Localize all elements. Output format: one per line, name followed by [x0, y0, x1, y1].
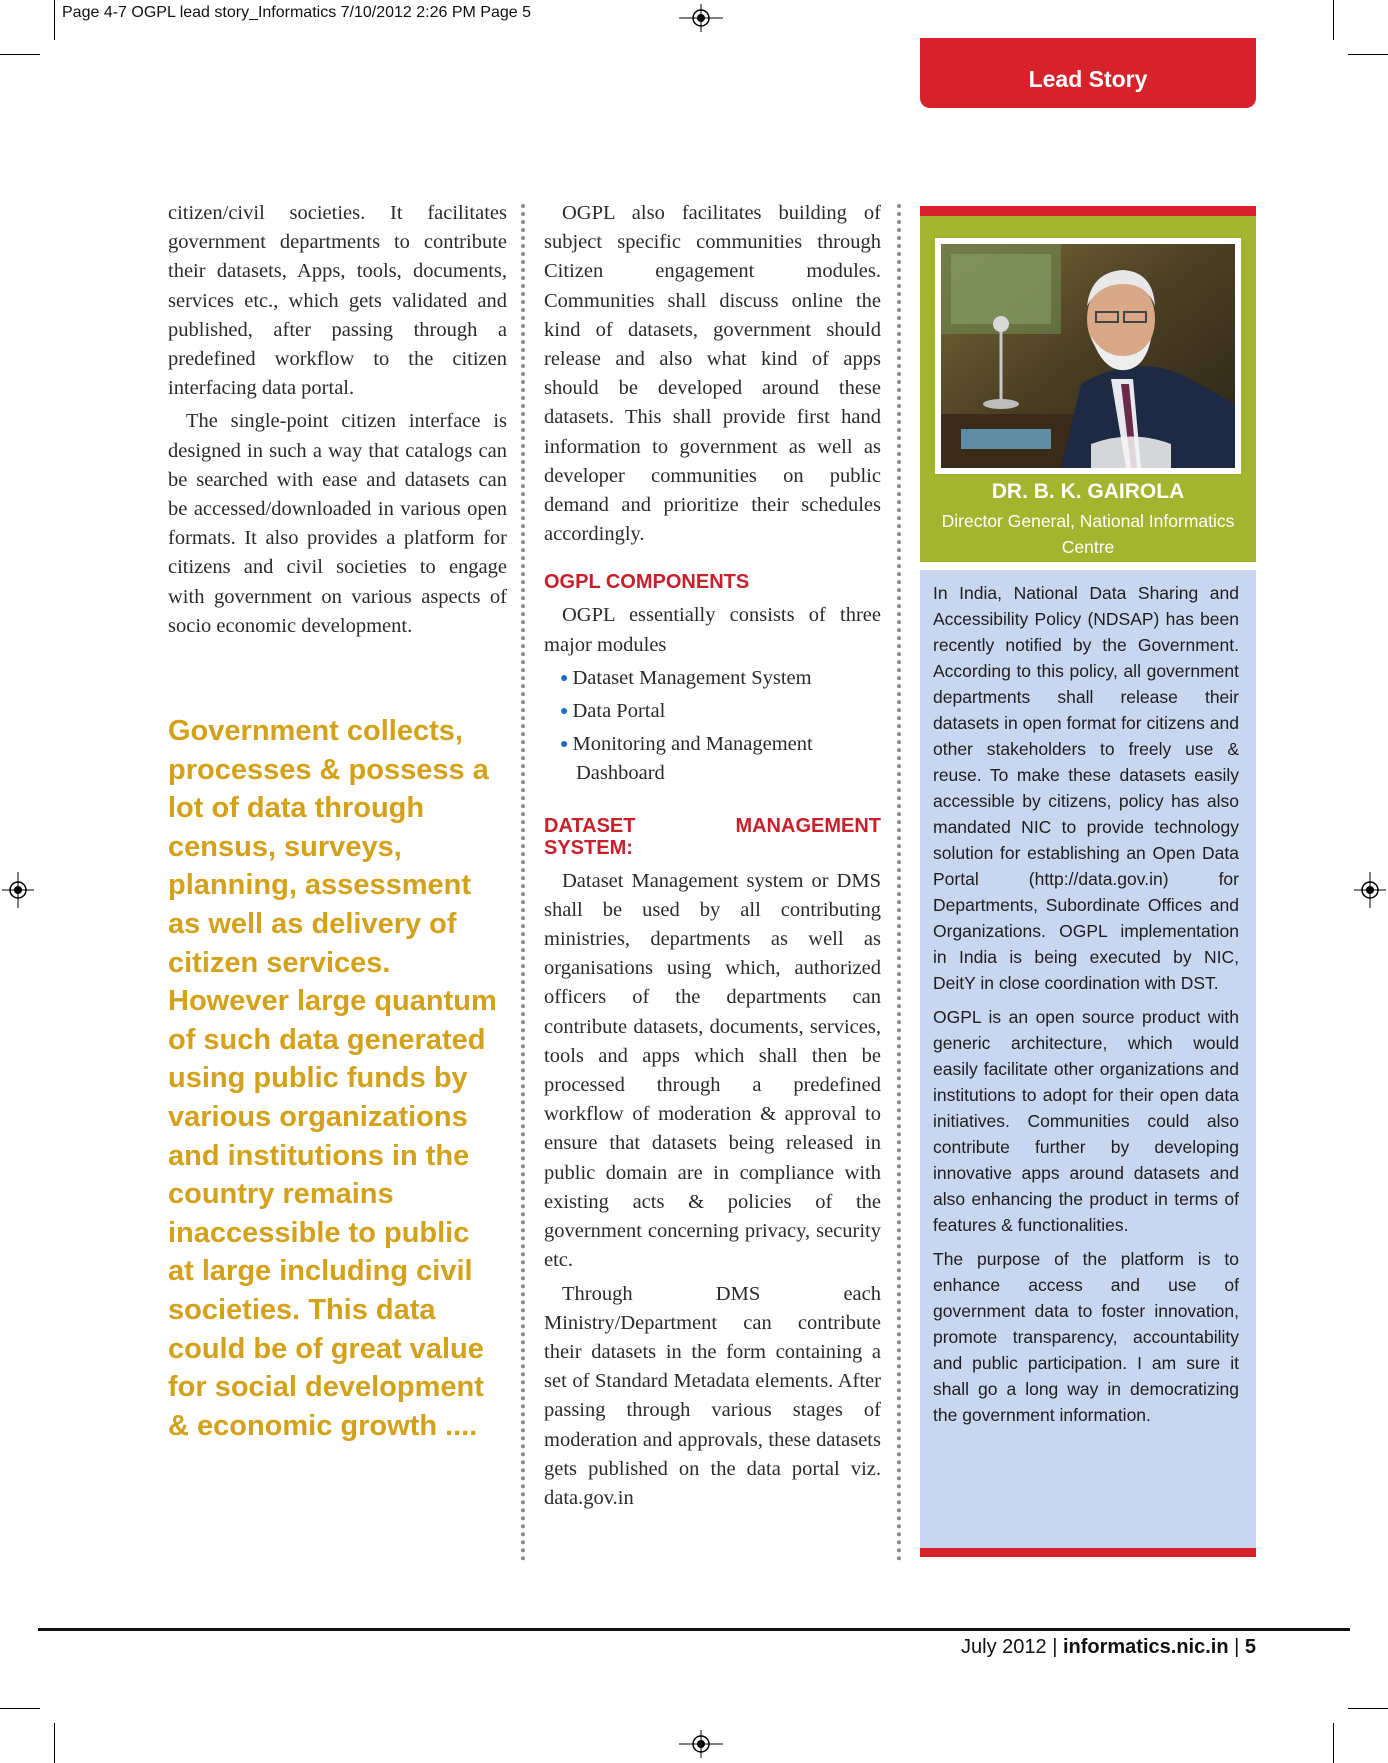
crop-mark [54, 0, 55, 40]
sidebar-paragraph: In India, National Data Sharing and Accessibility Policy (NDSAP) has been recently notified by the Government. According to this policy, all government departments shall release their datasets in open format for citizens and other stakeholders to freely use & reuse. To make these datasets easily accessible by citizens, policy has also mandated NIC to provide technology solution for establishing an Open Data Portal (http://data.gov.in) for Departments, Subordinate Offices and Organizations. OGPL implementation in India is being executed by NIC, DeitY in close coordination with DST. [933, 583, 1239, 993]
body-paragraph: Through DMS each Ministry/Department can contribute their datasets in the form containing a set of Standard Metadata elements. After passing through various stages of moderation and approvals, these datasets gets published on the data portal viz. data.gov.in [544, 1282, 881, 1509]
bullet-icon: ● [560, 704, 569, 720]
crop-mark [0, 1708, 40, 1709]
crop-mark [1348, 1708, 1388, 1709]
person-title: Director General, National Informatics Centre [941, 511, 1235, 557]
footer-site: informatics.nic.in [1062, 1636, 1229, 1658]
portrait-illustration-icon [941, 244, 1235, 468]
sidebar-text [933, 580, 1239, 1436]
page-number: 5 [1244, 1636, 1256, 1658]
pull-quote: Government collects, processes & possess a lot of data through census, surveys, planning, assessment as well as delivery of citizen services. However large quantum of such data generated using public funds by various organizations and institutions in the country remains inaccessible to public at large including civil societies. This data could be of great value for social development & economic growth .... [168, 715, 497, 1442]
body-paragraph: citizen/civil societies. It facilitates government departments to contribute their datasets, Apps, tools, documents, services etc., which gets validated and published, after passing through a predefined workflow to the citizen interfacing data portal. [168, 202, 507, 400]
body-paragraph: OGPL also facilitates building of subject specific communities through Citizen engagement modules. Communities shall discuss online the kind of datasets, government should release and also what kind of apps should be developed around these datasets. This shall provide first hand information to government as well as developer communities on public demand and prioritize their schedules accordingly. [544, 202, 881, 546]
body-paragraph: OGPL essentially consists of three major modules [544, 604, 881, 656]
components-list [544, 664, 881, 789]
sidebar-paragraph: OGPL is an open source product with generic architecture, which would easily facilitate other organizations and institutions to adopt for their open data initiatives. Communities could also contribute further by developing innovative apps around datasets and also enhancing the product in terms of features & functionalities. [933, 1007, 1239, 1235]
column-2 [544, 199, 881, 1517]
column-1 [168, 199, 507, 645]
registration-mark-icon [679, 1730, 723, 1758]
list-item: ● Data Portal [560, 700, 666, 723]
list-item: ● Dataset Management System [560, 666, 812, 689]
sidebar-bottom-bar [920, 1548, 1256, 1557]
portrait-photo [941, 244, 1235, 468]
footer-separator: | [1052, 1636, 1058, 1658]
body-paragraph: Dataset Management system or DMS shall be used by all contributing ministries, departments as well as organisations using which, authorized officers of the departments can contribute datasets, documents, services, tools and apps which shall then be processed through a predefined workflow of moderation & approval to ensure that datasets being released in public domain are in compliance with existing acts & policies of the government concerning privacy, security etc. [544, 869, 881, 1272]
section-tab: Lead Story [920, 38, 1256, 108]
crop-mark [54, 1723, 55, 1763]
footer-separator: | [1234, 1636, 1240, 1658]
sidebar-paragraph: The purpose of the platform is to enhance access and use of government data to foster innovation, promote transparency, accountability and public participation. I am sure it shall go a long way in democratizing the government information. [933, 1249, 1239, 1425]
registration-mark-icon [679, 4, 723, 32]
registration-mark-icon [2, 868, 34, 912]
crop-mark [1348, 54, 1388, 55]
sidebar-separator [920, 562, 1256, 570]
print-slug: Page 4-7 OGPL lead story_Informatics 7/10/2012 2:26 PM Page 5 [62, 4, 532, 21]
crop-mark [0, 54, 40, 55]
crop-mark [1333, 0, 1334, 40]
person-name: DR. B. K. GAIROLA [991, 480, 1185, 503]
column-divider [521, 204, 525, 1562]
footer-date: July 2012 [961, 1636, 1047, 1658]
section-heading: DATASET MANAGEMENT SYSTEM: [544, 814, 881, 859]
bullet-icon: ● [560, 737, 569, 753]
footer-rule [38, 1628, 1350, 1631]
sidebar-top-bar [920, 206, 1256, 216]
page-footer [900, 1636, 1256, 1659]
column-divider [897, 204, 901, 1562]
list-item: ● Monitoring and Management Dashboard [560, 733, 813, 785]
registration-mark-icon [1354, 868, 1386, 912]
crop-mark [1333, 1723, 1334, 1763]
section-heading: OGPL COMPONENTS [544, 571, 750, 594]
body-paragraph: The single-point citizen interface is designed in such a way that catalogs can be searched with ease and datasets can be accessed/downloaded in various open formats. It also provides a platform for citizens and civil societies to engage with government on various aspects of socio economic development. [168, 410, 507, 637]
bullet-icon: ● [560, 670, 569, 686]
